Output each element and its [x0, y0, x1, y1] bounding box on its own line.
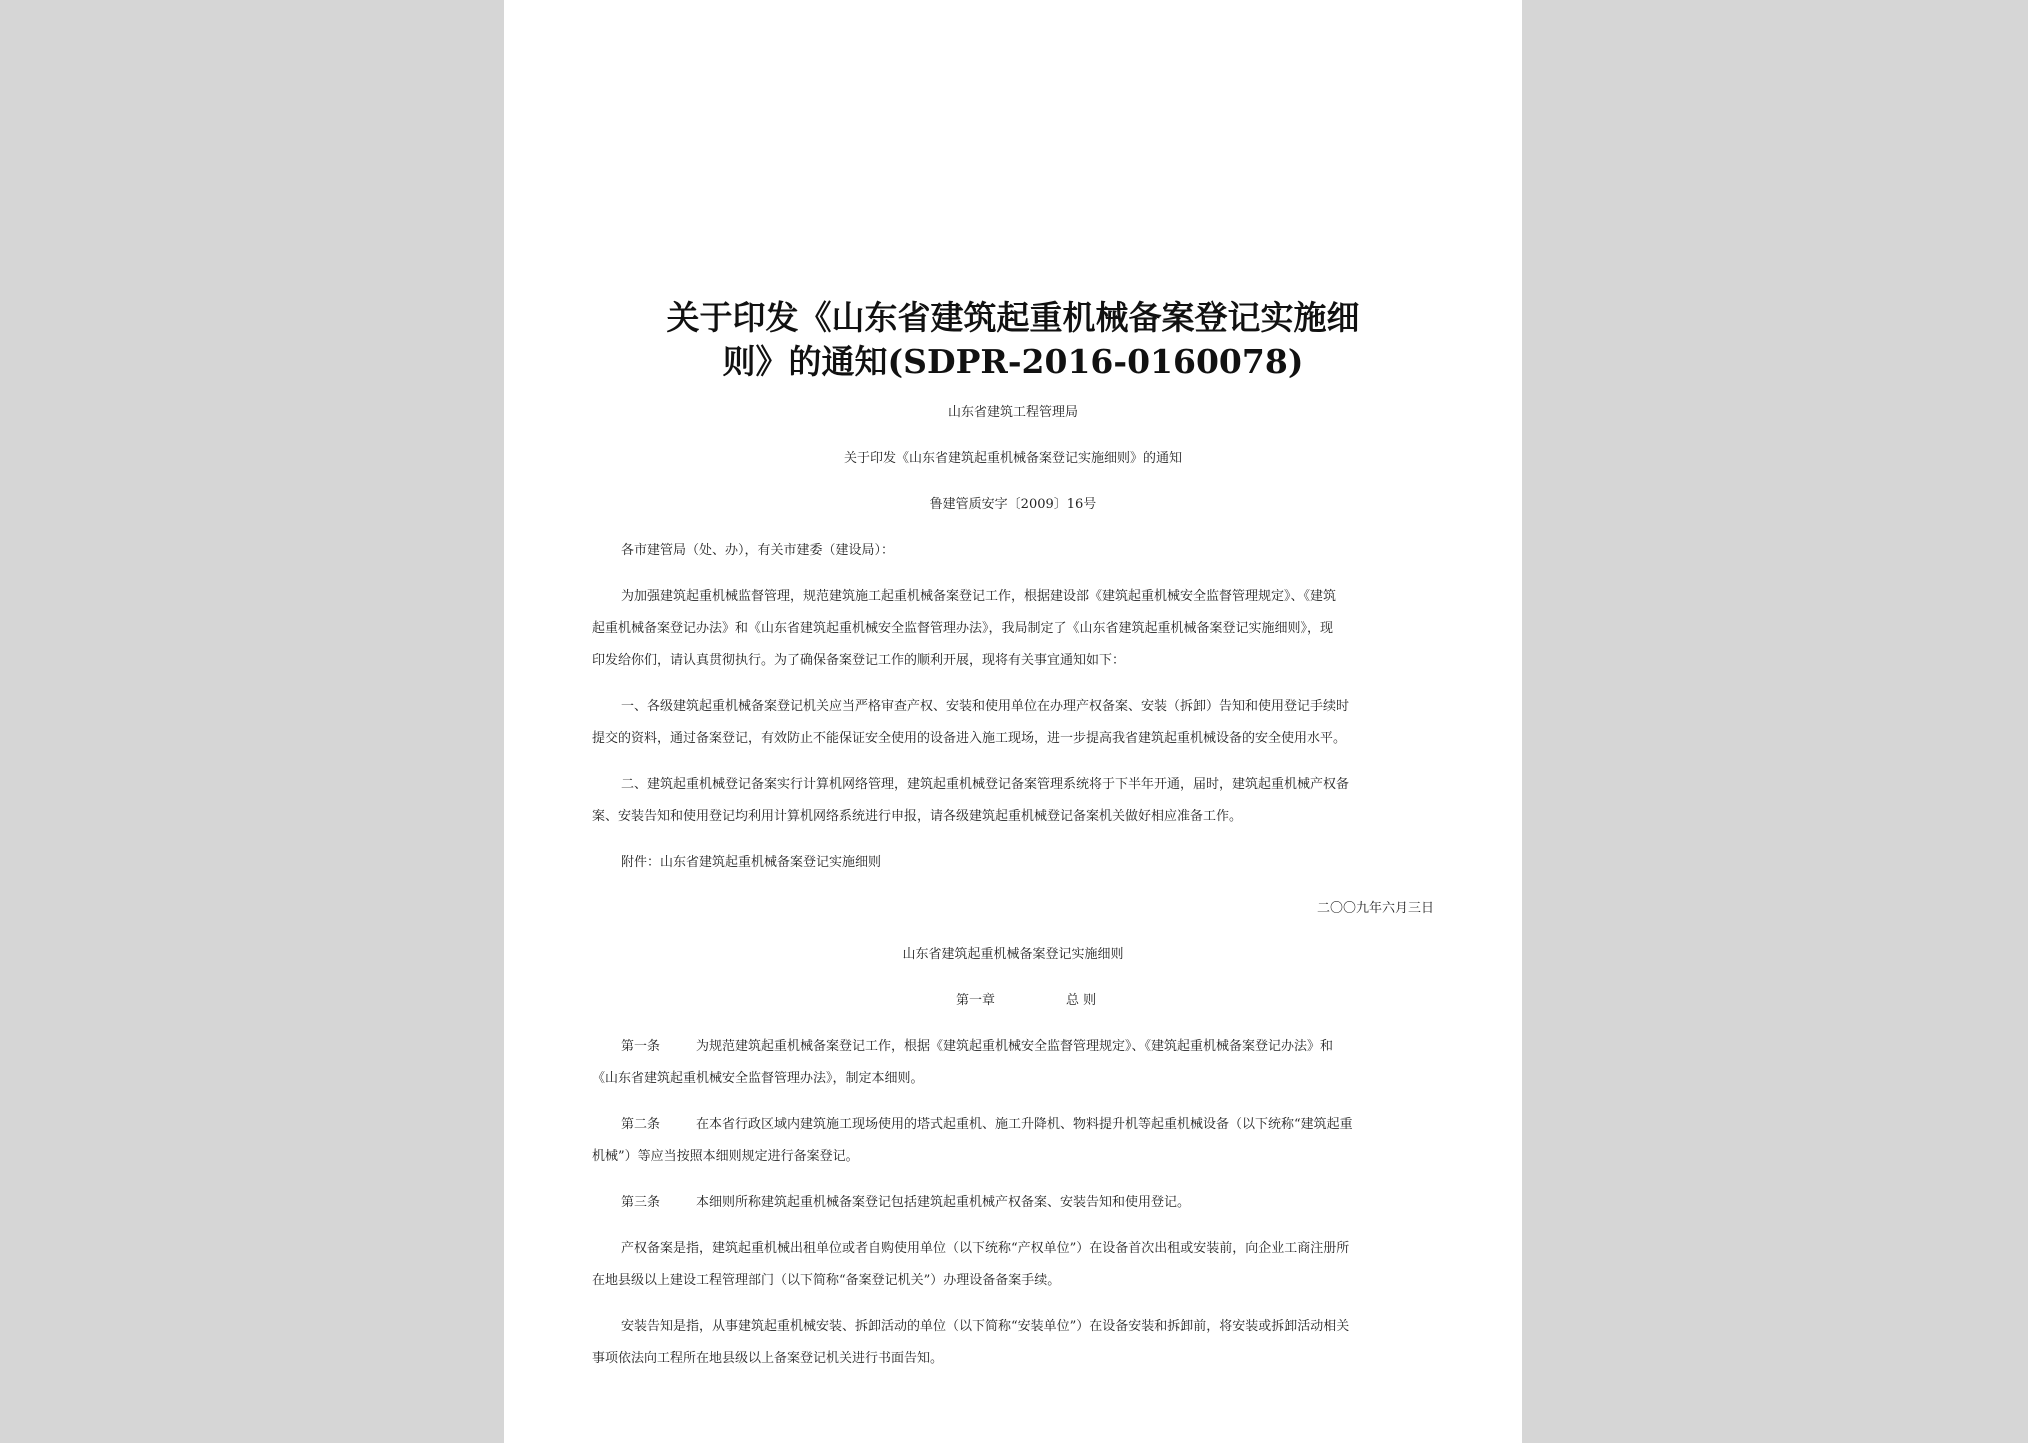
paragraph-5-line-1: 安装告知是指，从事建筑起重机械安装、拆卸活动的单位（以下简称“安装单位”）在设备安装和拆卸前，将安装或拆卸活动相关 [621, 1319, 1350, 1334]
paragraph-1-line-1: 为加强建筑起重机械监督管理，规范建筑施工起重机械备案登记工作，根据建设部《建筑起重机械安全监督管理规定》、《建筑 [621, 589, 1337, 604]
issuer: 山东省建筑工程管理局 [947, 405, 1078, 420]
paragraph-3-line-1: 二、建筑起重机械登记备案实行计算机网络管理，建筑起重机械登记备案管理系统将于下半年开通，届时，建筑起重机械产权备 [621, 777, 1350, 792]
salutation: 各市建管局（处、办），有关市建委（建设局）： [621, 543, 895, 558]
chapter-name: 总 则 [1066, 993, 1097, 1008]
article-1-number: 第一条 [621, 1039, 661, 1054]
document-title-line-1: 关于印发《山东省建筑起重机械备案登记实施细 [666, 298, 1360, 337]
document-date: 二〇〇九年六月三日 [1316, 901, 1434, 916]
article-2-number: 第二条 [621, 1117, 661, 1132]
article-2-line-2: 机械”）等应当按照本细则规定进行备案登记。 [592, 1149, 859, 1164]
rules-title: 山东省建筑起重机械备案登记实施细则 [902, 947, 1124, 962]
paragraph-4-line-2: 在地县级以上建设工程管理部门（以下简称“备案登记机关”）办理设备备案手续。 [592, 1273, 1061, 1288]
article-1-line-1: 为规范建筑起重机械备案登记工作，根据《建筑起重机械安全监督管理规定》、《建筑起重机械备案登记办法》和 [696, 1039, 1334, 1054]
paragraph-4-line-1: 产权备案是指，建筑起重机械出租单位或者自购使用单位（以下统称“产权单位”）在设备首次出租或安装前，向企业工商注册所 [621, 1241, 1350, 1256]
paragraph-2-line-2: 提交的资料，通过备案登记，有效防止不能保证安全使用的设备进入施工现场，进一步提高我省建筑起重机械设备的安全使用水平。 [592, 731, 1347, 746]
document-number: 鲁建管质安字〔2009〕16号 [929, 497, 1097, 512]
paragraph-1-line-2: 起重机械备案登记办法》和《山东省建筑起重机械安全监督管理办法》，我局制定了《山东省建筑起重机械备案登记实施细则》，现 [592, 621, 1334, 636]
paragraph-3-line-2: 案、安装告知和使用登记均利用计算机网络系统进行申报，请各级建筑起重机械登记备案机关做好相应准备工作。 [592, 809, 1243, 824]
chapter-number: 第一章 [956, 993, 996, 1008]
article-2-line-1: 在本省行政区域内建筑施工现场使用的塔式起重机、施工升降机、物料提升机等起重机械设备（以下统称“建筑起重 [696, 1117, 1353, 1132]
paragraph-2-line-1: 一、各级建筑起重机械备案登记机关应当严格审查产权、安装和使用单位在办理产权备案、安装（拆卸）告知和使用登记手续时 [621, 699, 1350, 714]
article-3-number: 第三条 [621, 1195, 661, 1210]
notice-subtitle: 关于印发《山东省建筑起重机械备案登记实施细则》的通知 [843, 451, 1182, 466]
document-page [504, 0, 1522, 1443]
article-3-line-1: 本细则所称建筑起重机械备案登记包括建筑起重机械产权备案、安装告知和使用登记。 [696, 1195, 1191, 1210]
attachment: 附件：山东省建筑起重机械备案登记实施细则 [621, 855, 882, 870]
article-1-line-2: 《山东省建筑起重机械安全监督管理办法》，制定本细则。 [592, 1071, 924, 1086]
paragraph-1-line-3: 印发给你们，请认真贯彻执行。为了确保备案登记工作的顺利开展，现将有关事宜通知如下： [592, 653, 1126, 668]
paragraph-5-line-2: 事项依法向工程所在地县级以上备案登记机关进行书面告知。 [592, 1351, 944, 1366]
document-title-line-2: 则》的通知(SDPR-2016-0160078) [722, 342, 1304, 381]
